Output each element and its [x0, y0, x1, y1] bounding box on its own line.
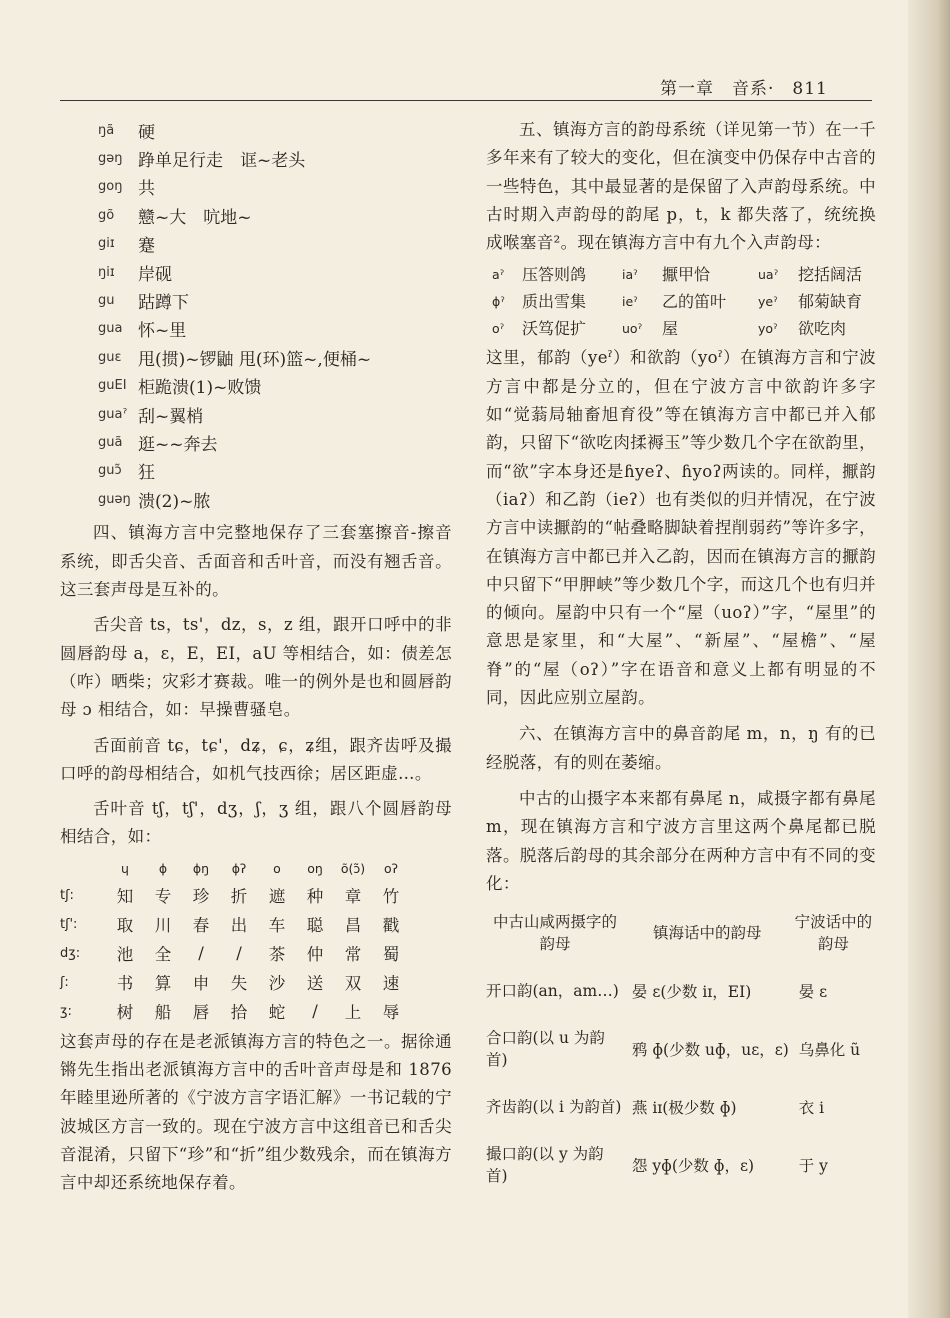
- cons-cell: 取: [116, 916, 134, 936]
- laminal-conclusion-paragraph: 这套声母的存在是老派镇海方言的特色之一。据徐通锵先生指出老派镇海方言中的舌叶音声母是和 1876 年睦里逊所著的《宁波方言字语汇解》一书记载的宁波城区方言一致的。现在宁波方言中这组音已和舌尖音混淆，只留下“珍”和“折”组少数残余，而在镇海方言中却还系统地保存着。: [60, 1031, 452, 1193]
- cons-header-cell: ɸŋ: [192, 860, 210, 876]
- rhyme-symbol: oˀ: [492, 321, 505, 337]
- syllable-ipa: guəŋ: [98, 491, 131, 507]
- cons-cell: 船: [154, 1003, 172, 1023]
- header-rule: [60, 100, 872, 101]
- syllable-ipa: guaˀ: [98, 406, 128, 422]
- checked-rhyme-grid: [492, 261, 876, 342]
- cons-cell: 茶: [268, 945, 286, 965]
- syllable-ipa: guã: [98, 434, 123, 450]
- right-column: [486, 116, 876, 1194]
- comparison-table: [486, 904, 876, 1194]
- comp-zhenhai-rhyme: 燕 iɪ(极少数 ɸ): [631, 1099, 737, 1118]
- rhyme-examples: 擫甲恰: [662, 265, 711, 285]
- comp-header-zhenhai: 镇海话中的韵母: [653, 924, 762, 943]
- rhyme-merger-paragraph: 这里，郁韵（yeˀ）和欲韵（yoˀ）在镇海方言和宁波方言中都是分立的，但在宁波方言中欲韵许多字如“觉蓊局轴畜旭育役”等在镇海方言中都已并入郁韵，只留下“欲吃肉揉褥玉”等少数几个字在欲韵里，而“欲”字本身还是ɦyeʔ、ɦyoʔ两读的。同样，擫韵（iaʔ）和乙韵（ieʔ）也有类似的归并情况，在宁波方言中读擫韵的“帖叠略脚缺着捏削弱药”等许多字，在镇海方言中都已并入乙韵，因而在镇海方言的擫韵中只留下“甲胛峡”等少数几个字，而这几个也有归并的倾向。屋韵中只有一个“屋（uoʔ）”字，“屋里”的意思是家里，和“大屋”、“新屋”、“屋檐”、“屋脊”的“屋（oʔ）”字在语音和意义上都有明显的不同，因此应别立屋韵。: [486, 348, 876, 708]
- syllable-ipa: guɛ: [98, 349, 122, 365]
- cons-cell: 辱: [382, 1003, 400, 1023]
- comp-row: [486, 962, 876, 1020]
- cons-cell: 蛇: [268, 1003, 286, 1023]
- syllable-row: [60, 372, 452, 400]
- syllable-ipa: gua: [98, 321, 123, 337]
- section-6-paragraph: 六、在镇海方言中的鼻音韵尾 m，n，ŋ 有的已经脱落，有的则在萎缩。: [486, 724, 876, 772]
- cons-row-label: dʒ:: [60, 945, 81, 961]
- rhyme-examples: 郁菊缺育: [798, 292, 863, 312]
- comp-ningbo-rhyme: 乌鼻化 ũ: [798, 1041, 861, 1060]
- page-number: 811: [792, 79, 828, 99]
- syllable-row: [60, 428, 452, 456]
- rhyme-examples: 挖括阔活: [798, 265, 863, 285]
- cons-row-label: tʃ:: [60, 887, 74, 903]
- syllable-ipa: gəŋ: [98, 151, 123, 167]
- laminal-paragraph: 舌叶音 tʃ，tʃ'，dʒ，ʃ，ʒ 组，跟八个圆唇韵母相结合，如：: [60, 799, 452, 847]
- syllable-characters: 甩(掼)~锣鼬 甩(环)篮~,便桶~: [138, 349, 372, 370]
- syllable-row: [60, 144, 452, 172]
- cons-cell: 聪: [306, 916, 324, 936]
- rhyme-symbol: ɸˀ: [492, 294, 505, 310]
- syllable-list: [60, 116, 452, 513]
- cons-cell: 拾: [230, 1003, 248, 1023]
- rhyme-symbol: aˀ: [492, 267, 505, 283]
- comp-header-middle-chinese: 中古山咸两摄字的韵母: [492, 913, 617, 954]
- cons-cell: 折: [230, 887, 248, 907]
- rhyme-symbol: yeˀ: [758, 294, 778, 310]
- syllable-row: [60, 457, 452, 485]
- cons-header-cell: õ(ɔ̃): [340, 860, 366, 876]
- cons-cell: 种: [306, 887, 324, 907]
- syllable-row: [60, 286, 452, 314]
- cons-cell: 遮: [268, 887, 286, 907]
- syllable-characters: 狂: [138, 463, 155, 484]
- running-header: [660, 74, 900, 99]
- syllable-characters: 柜跪溃(1)~败馈: [138, 378, 262, 399]
- comp-mc-rhyme: 合口韵(以 u 为韵首): [486, 1029, 605, 1070]
- cons-cell: /: [198, 943, 204, 963]
- cons-cell: 池: [116, 945, 134, 965]
- cons-cell: 昌: [344, 916, 362, 936]
- comp-zhenhai-rhyme: 鸦 ɸ(少数 uɸ，uɛ，ɛ): [631, 1041, 789, 1060]
- rhyme-symbol: uoˀ: [622, 321, 643, 337]
- cons-cell: 速: [382, 974, 400, 994]
- cons-cell: 专: [154, 887, 172, 907]
- rhyme-examples: 质出雪集: [522, 292, 587, 312]
- apical-paragraph: 舌尖音 ts，ts'，dz，s，z 组，跟开口呼中的非圆唇韵母 a，ɛ，E，EI，aU 等相结合，如：债差怎（咋）晒柴；灾彩才赛裁。唯一的例外是也和圆唇韵母 ɔ 相结合，如：早操曹骚皂。: [60, 615, 452, 720]
- rhyme-examples: 乙的笛叶: [662, 292, 727, 312]
- cons-header-cell: oʔ: [383, 860, 399, 876]
- comp-row: [486, 1136, 876, 1194]
- syllable-characters: 共: [138, 179, 155, 200]
- comp-row: [486, 1020, 876, 1078]
- syllable-ipa: goŋ: [98, 179, 123, 195]
- syllable-ipa: ŋiɪ: [98, 264, 115, 280]
- cons-row-label: ʒ:: [60, 1003, 72, 1019]
- rhyme-examples: 沃笃促扩: [522, 319, 587, 339]
- section-5-paragraph: 五、镇海方言的韵母系统（详见第一节）在一千多年来有了较大的变化，但在演变中仍保存中古音的一些特色，其中最显著的是保留了入声韵母系统。中古时期入声韵母的韵尾 p，t，k 都失落了，统统换成喉塞音²。现在镇海方言中有九个入声韵母：: [486, 120, 876, 253]
- syllable-ipa: guEI: [98, 378, 127, 394]
- cons-cell: 沙: [268, 974, 286, 994]
- rhyme-examples: 压答则鸽: [522, 265, 587, 285]
- rhyme-examples: 欲吃肉: [798, 319, 847, 339]
- cons-cell: 出: [230, 916, 248, 936]
- syllable-characters: 逛~~奔去: [138, 434, 218, 455]
- syllable-characters: 溃(2)~脓: [138, 491, 211, 512]
- consonant-table: [60, 856, 410, 1026]
- cons-cell: /: [236, 943, 242, 963]
- comp-mc-rhyme: 开口韵(an，am…): [486, 982, 619, 1001]
- rhyme-symbol: ieˀ: [622, 294, 638, 310]
- cons-row-label: tʃ':: [60, 916, 78, 932]
- cons-cell: 全: [154, 945, 172, 965]
- cons-cell: 书: [116, 974, 134, 994]
- syllable-characters: 怀~里: [138, 321, 187, 342]
- cons-cell: 知: [116, 887, 134, 907]
- cons-cell: 车: [268, 916, 286, 936]
- comp-mc-rhyme: 撮口韵(以 y 为韵首): [486, 1145, 604, 1186]
- section-4-paragraph: 四、镇海方言中完整地保存了三套塞擦音-擦音系统，即舌尖音、舌面音和舌叶音，而没有翘舌音。这三套声母是互补的。: [60, 523, 452, 600]
- cons-cell: 川: [154, 916, 172, 936]
- syllable-row: [60, 315, 452, 343]
- cons-cell: 章: [344, 887, 362, 907]
- cons-cell: 戳: [382, 916, 400, 936]
- cons-header-cell: ɸ: [158, 860, 168, 876]
- syllable-row: [60, 343, 452, 371]
- comp-ningbo-rhyme: 衣 i: [798, 1099, 825, 1118]
- cons-cell: 唇: [192, 1003, 210, 1023]
- cons-row: [60, 881, 410, 910]
- rhyme-symbol: uaˀ: [758, 267, 779, 283]
- syllable-ipa: gõ: [98, 207, 115, 223]
- cons-cell: /: [312, 1001, 318, 1021]
- cons-cell: 上: [344, 1003, 362, 1023]
- page-edge-shadow: [908, 0, 950, 1318]
- cons-row-label: ʃ:: [60, 974, 69, 990]
- syllable-ipa: ŋã: [98, 122, 115, 138]
- syllable-ipa: gu: [98, 293, 115, 309]
- cons-cell: 失: [230, 974, 248, 994]
- cons-cell: 送: [306, 974, 324, 994]
- palatal-paragraph: 舌面前音 tɕ，tɕ'，dʑ，ɕ，ʑ组，跟齐齿呼及撮口呼的韵母相结合，如机气技西徐；居区距虚…。: [60, 735, 452, 783]
- syllable-ipa: giɪ: [98, 236, 115, 252]
- chapter-title: 第一章 音系·: [660, 79, 775, 99]
- cons-row: [60, 939, 410, 968]
- cons-cell: 仲: [306, 945, 324, 965]
- cons-row: [60, 968, 410, 997]
- syllable-characters: 硬: [138, 122, 155, 143]
- cons-cell: 竹: [382, 887, 400, 907]
- cons-cell: 春: [192, 916, 210, 936]
- syllable-characters: 跍蹲下: [138, 293, 189, 314]
- syllable-row: [60, 485, 452, 513]
- syllable-row: [60, 230, 452, 258]
- comp-ningbo-rhyme: 于 y: [798, 1157, 828, 1176]
- syllable-characters: 戆~大 吭地~: [138, 207, 252, 228]
- cons-header-cell: o: [273, 860, 281, 876]
- cons-cell: 双: [344, 974, 362, 994]
- comp-header-ningbo: 宁波话中的韵母: [794, 913, 873, 954]
- left-column: [60, 116, 452, 1198]
- cons-header-cell: oŋ: [307, 860, 323, 876]
- syllable-row: [60, 258, 452, 286]
- cons-cell: 珍: [192, 887, 210, 907]
- cons-cell: 常: [344, 945, 362, 965]
- syllable-row: [60, 116, 452, 144]
- syllable-ipa: guɔ̃: [98, 463, 122, 479]
- nasal-coda-paragraph: 中古的山摄字本来都有鼻尾 n，咸摄字都有鼻尾 m，现在镇海方言和宁波方言里这两个鼻尾都已脱落。脱落后韵母的其余部分在两种方言中有不同的变化：: [486, 788, 876, 893]
- cons-row: [60, 910, 410, 939]
- rhyme-symbol: iaˀ: [622, 267, 638, 283]
- syllable-characters: 刮~翼梢: [138, 406, 204, 427]
- cons-cell: 申: [192, 974, 210, 994]
- comp-zhenhai-rhyme: 怨 yɸ(少数 ɸ，ɛ): [631, 1157, 755, 1176]
- cons-cell: 蜀: [382, 945, 400, 965]
- syllable-row: [60, 173, 452, 201]
- syllable-characters: 踭单足行走 诓~老头: [138, 151, 306, 172]
- comp-mc-rhyme: 齐齿韵(以 i 为韵首): [486, 1098, 622, 1117]
- cons-cell: 树: [116, 1003, 134, 1023]
- cons-header-cell: ɥ: [121, 860, 129, 876]
- syllable-characters: 蹇: [138, 236, 155, 257]
- syllable-row: [60, 201, 452, 229]
- comp-zhenhai-rhyme: 晏 ɛ(少数 iɪ，EI): [631, 983, 752, 1002]
- rhyme-symbol: yoˀ: [758, 321, 778, 337]
- rhyme-examples: 屋: [662, 319, 679, 339]
- cons-row: [60, 997, 410, 1026]
- syllable-row: [60, 400, 452, 428]
- comp-row: [486, 1078, 876, 1136]
- cons-cell: 算: [154, 974, 172, 994]
- cons-header-cell: ɸʔ: [231, 860, 247, 876]
- comp-ningbo-rhyme: 晏 ɛ: [798, 983, 828, 1002]
- syllable-characters: 岸砚: [138, 264, 172, 285]
